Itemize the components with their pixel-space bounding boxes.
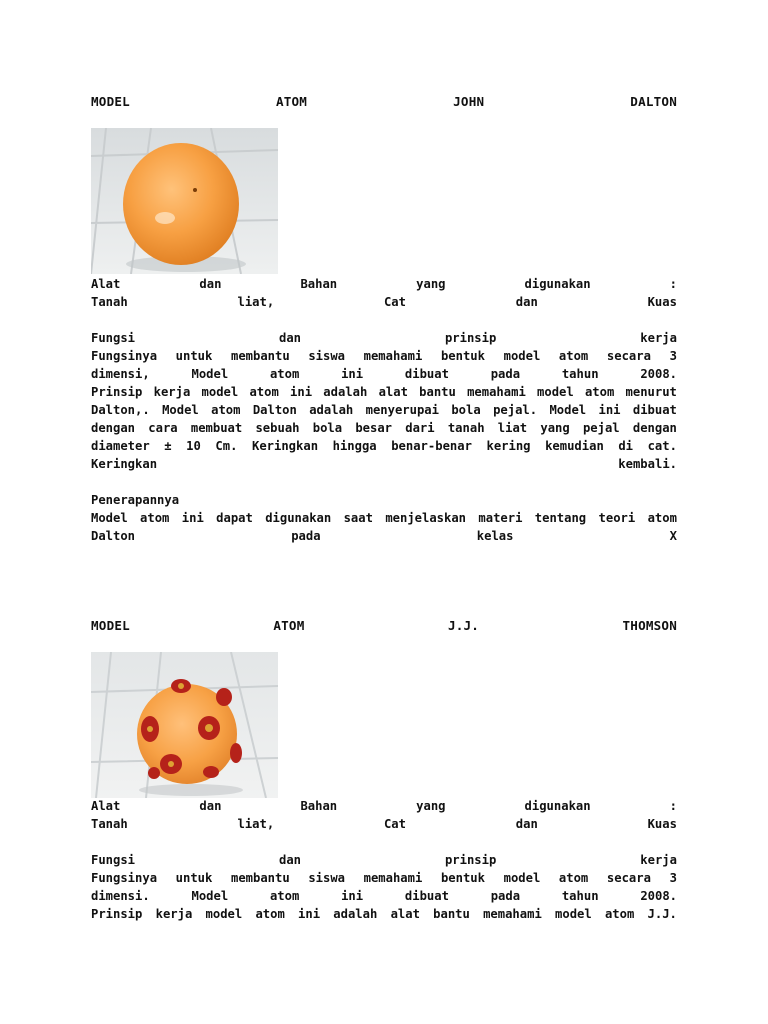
word: bantu	[433, 907, 470, 921]
word: memahami	[483, 907, 542, 921]
word: dari	[405, 421, 435, 435]
word: digunakan	[265, 511, 332, 525]
text-line	[91, 527, 677, 545]
word: 3	[669, 871, 677, 885]
word: bantu	[419, 385, 456, 399]
text-line	[91, 347, 677, 365]
title-word: ATOM	[273, 618, 305, 633]
word: ini	[298, 907, 321, 921]
text-line	[91, 419, 677, 437]
word: Prinsip	[91, 907, 143, 921]
section-title-dalton	[91, 93, 677, 111]
word: dengan	[91, 421, 136, 435]
word: atom	[558, 871, 589, 885]
word: 10	[186, 439, 201, 453]
word: atom	[604, 907, 635, 921]
word: atom	[269, 367, 300, 381]
word: besar	[355, 421, 393, 435]
thomson-body	[91, 797, 677, 923]
word: kerja	[153, 385, 191, 399]
word: X	[669, 529, 677, 543]
word: Fungsinya	[91, 349, 158, 363]
word: tahun	[561, 889, 599, 903]
title-word: ATOM	[275, 94, 308, 109]
word: di	[618, 439, 634, 453]
word: alat	[390, 907, 420, 921]
word: dapat	[216, 511, 253, 525]
fungsi-header: Fungsi dan prinsip kerja	[91, 853, 677, 867]
word: tentang	[534, 511, 587, 525]
word: pada	[490, 367, 521, 381]
word: pejal	[582, 421, 620, 435]
word: materi	[478, 511, 523, 525]
word: ini	[290, 385, 313, 399]
word: Prinsip	[91, 385, 143, 399]
title-word: DALTON	[630, 94, 677, 109]
word: atom	[140, 511, 170, 525]
word: ini	[598, 403, 621, 417]
thomson-ball-image	[91, 652, 278, 798]
word: adalah	[333, 907, 378, 921]
alat-items: Tanah liat, Cat dan Kuas	[91, 817, 677, 831]
word: model	[555, 907, 592, 921]
word: Model	[91, 511, 128, 525]
word: bola	[312, 421, 343, 435]
word: dibuat	[404, 367, 449, 381]
word: menjelaskan	[385, 511, 467, 525]
text-line	[91, 869, 677, 887]
word: teori	[598, 511, 636, 525]
word: atom	[558, 349, 589, 363]
word: diameter	[91, 439, 150, 453]
title-word: JOHN	[453, 94, 485, 109]
word: atom	[269, 889, 300, 903]
word: adalah	[323, 385, 368, 399]
word: model	[503, 871, 541, 885]
word: secara	[606, 349, 651, 363]
word: untuk	[175, 349, 213, 363]
word: kering	[486, 439, 531, 453]
alat-header: Alat dan Bahan yang digunakan :	[91, 277, 677, 291]
word: secara	[606, 871, 651, 885]
word: liat	[497, 421, 528, 435]
word: tahun	[561, 367, 599, 381]
word: ini	[341, 367, 364, 381]
word: kemudian	[545, 439, 604, 453]
word: saat	[343, 511, 373, 525]
word: J.J.	[647, 907, 677, 921]
word: membuat	[190, 421, 243, 435]
word: Model	[191, 367, 229, 381]
word: atom	[584, 385, 615, 399]
word: atom	[255, 907, 285, 921]
word: 2008.	[640, 367, 677, 381]
title-word: THOMSON	[622, 618, 677, 633]
text-line	[91, 905, 677, 923]
alat-items: Tanah liat, Cat dan Kuas	[91, 295, 677, 309]
word: dibuat	[404, 889, 449, 903]
word: pada	[291, 529, 321, 543]
word: model	[503, 349, 541, 363]
word: Model	[191, 889, 229, 903]
text-line	[91, 365, 677, 383]
word: 2008.	[640, 889, 677, 903]
word: alat	[378, 385, 408, 399]
word: bentuk	[440, 349, 485, 363]
alat-header: Alat dan Bahan yang digunakan :	[91, 799, 677, 813]
penerapan-header: Penerapannya	[91, 493, 180, 507]
penerapan-paragraph	[91, 509, 677, 545]
word: bola	[451, 403, 481, 417]
word: Dalton	[91, 529, 136, 543]
title-word: MODEL	[91, 94, 130, 109]
word: atom	[647, 511, 677, 525]
title-word: MODEL	[91, 618, 130, 633]
word: menyerupai	[365, 403, 439, 417]
text-line	[91, 401, 677, 419]
word: cat.	[647, 439, 677, 453]
title-word: J.J.	[447, 618, 480, 633]
word: Dalton	[252, 403, 297, 417]
fungsi-header: Fungsi dan prinsip kerja	[91, 331, 677, 345]
word: sebuah	[255, 421, 300, 435]
dalton-ball-image	[91, 128, 278, 274]
word: ini	[181, 511, 204, 525]
section-title-thomson	[91, 617, 677, 635]
word: 3	[669, 349, 677, 363]
word: pada	[490, 889, 521, 903]
word: benar-benar	[391, 439, 472, 453]
word: tanah	[447, 421, 485, 435]
word: memahami	[363, 349, 423, 363]
word: ini	[341, 889, 364, 903]
word: atom	[249, 385, 279, 399]
word: bentuk	[440, 871, 485, 885]
word: atom	[211, 403, 241, 417]
word: dimensi,	[91, 367, 150, 381]
word: membantu	[230, 349, 290, 363]
text-line	[91, 437, 677, 455]
word: kembali.	[618, 457, 677, 471]
word: kelas	[476, 529, 514, 543]
fungsi-paragraph	[91, 869, 677, 923]
word: untuk	[175, 871, 213, 885]
word: Fungsinya	[91, 871, 158, 885]
word: hingga	[332, 439, 377, 453]
word: memahami	[467, 385, 526, 399]
word: kerja	[155, 907, 193, 921]
word: Dalton,.	[91, 403, 150, 417]
fungsi-paragraph	[91, 347, 677, 473]
word: Keringkan	[91, 457, 158, 471]
word: siswa	[308, 871, 345, 885]
word: dengan	[632, 421, 677, 435]
word: yang	[540, 421, 570, 435]
word: model	[537, 385, 574, 399]
text-line	[91, 455, 677, 473]
word: menurut	[625, 385, 677, 399]
word: model	[205, 907, 243, 921]
word: dibuat	[632, 403, 677, 417]
word: model	[201, 385, 239, 399]
word: Model	[549, 403, 587, 417]
word: Model	[162, 403, 199, 417]
word: cara	[148, 421, 178, 435]
dalton-model-photo	[91, 128, 278, 274]
word: membantu	[230, 871, 290, 885]
word: memahami	[363, 871, 423, 885]
word: adalah	[309, 403, 354, 417]
word: Cm.	[215, 439, 238, 453]
word: ±	[164, 439, 172, 453]
text-line	[91, 383, 677, 401]
dalton-body	[91, 275, 677, 545]
text-line	[91, 887, 677, 905]
thomson-model-photo	[91, 652, 278, 798]
word: pejal.	[493, 403, 538, 417]
text-line	[91, 509, 677, 527]
word: siswa	[308, 349, 345, 363]
word: Keringkan	[252, 439, 319, 453]
word: dimensi.	[91, 889, 150, 903]
